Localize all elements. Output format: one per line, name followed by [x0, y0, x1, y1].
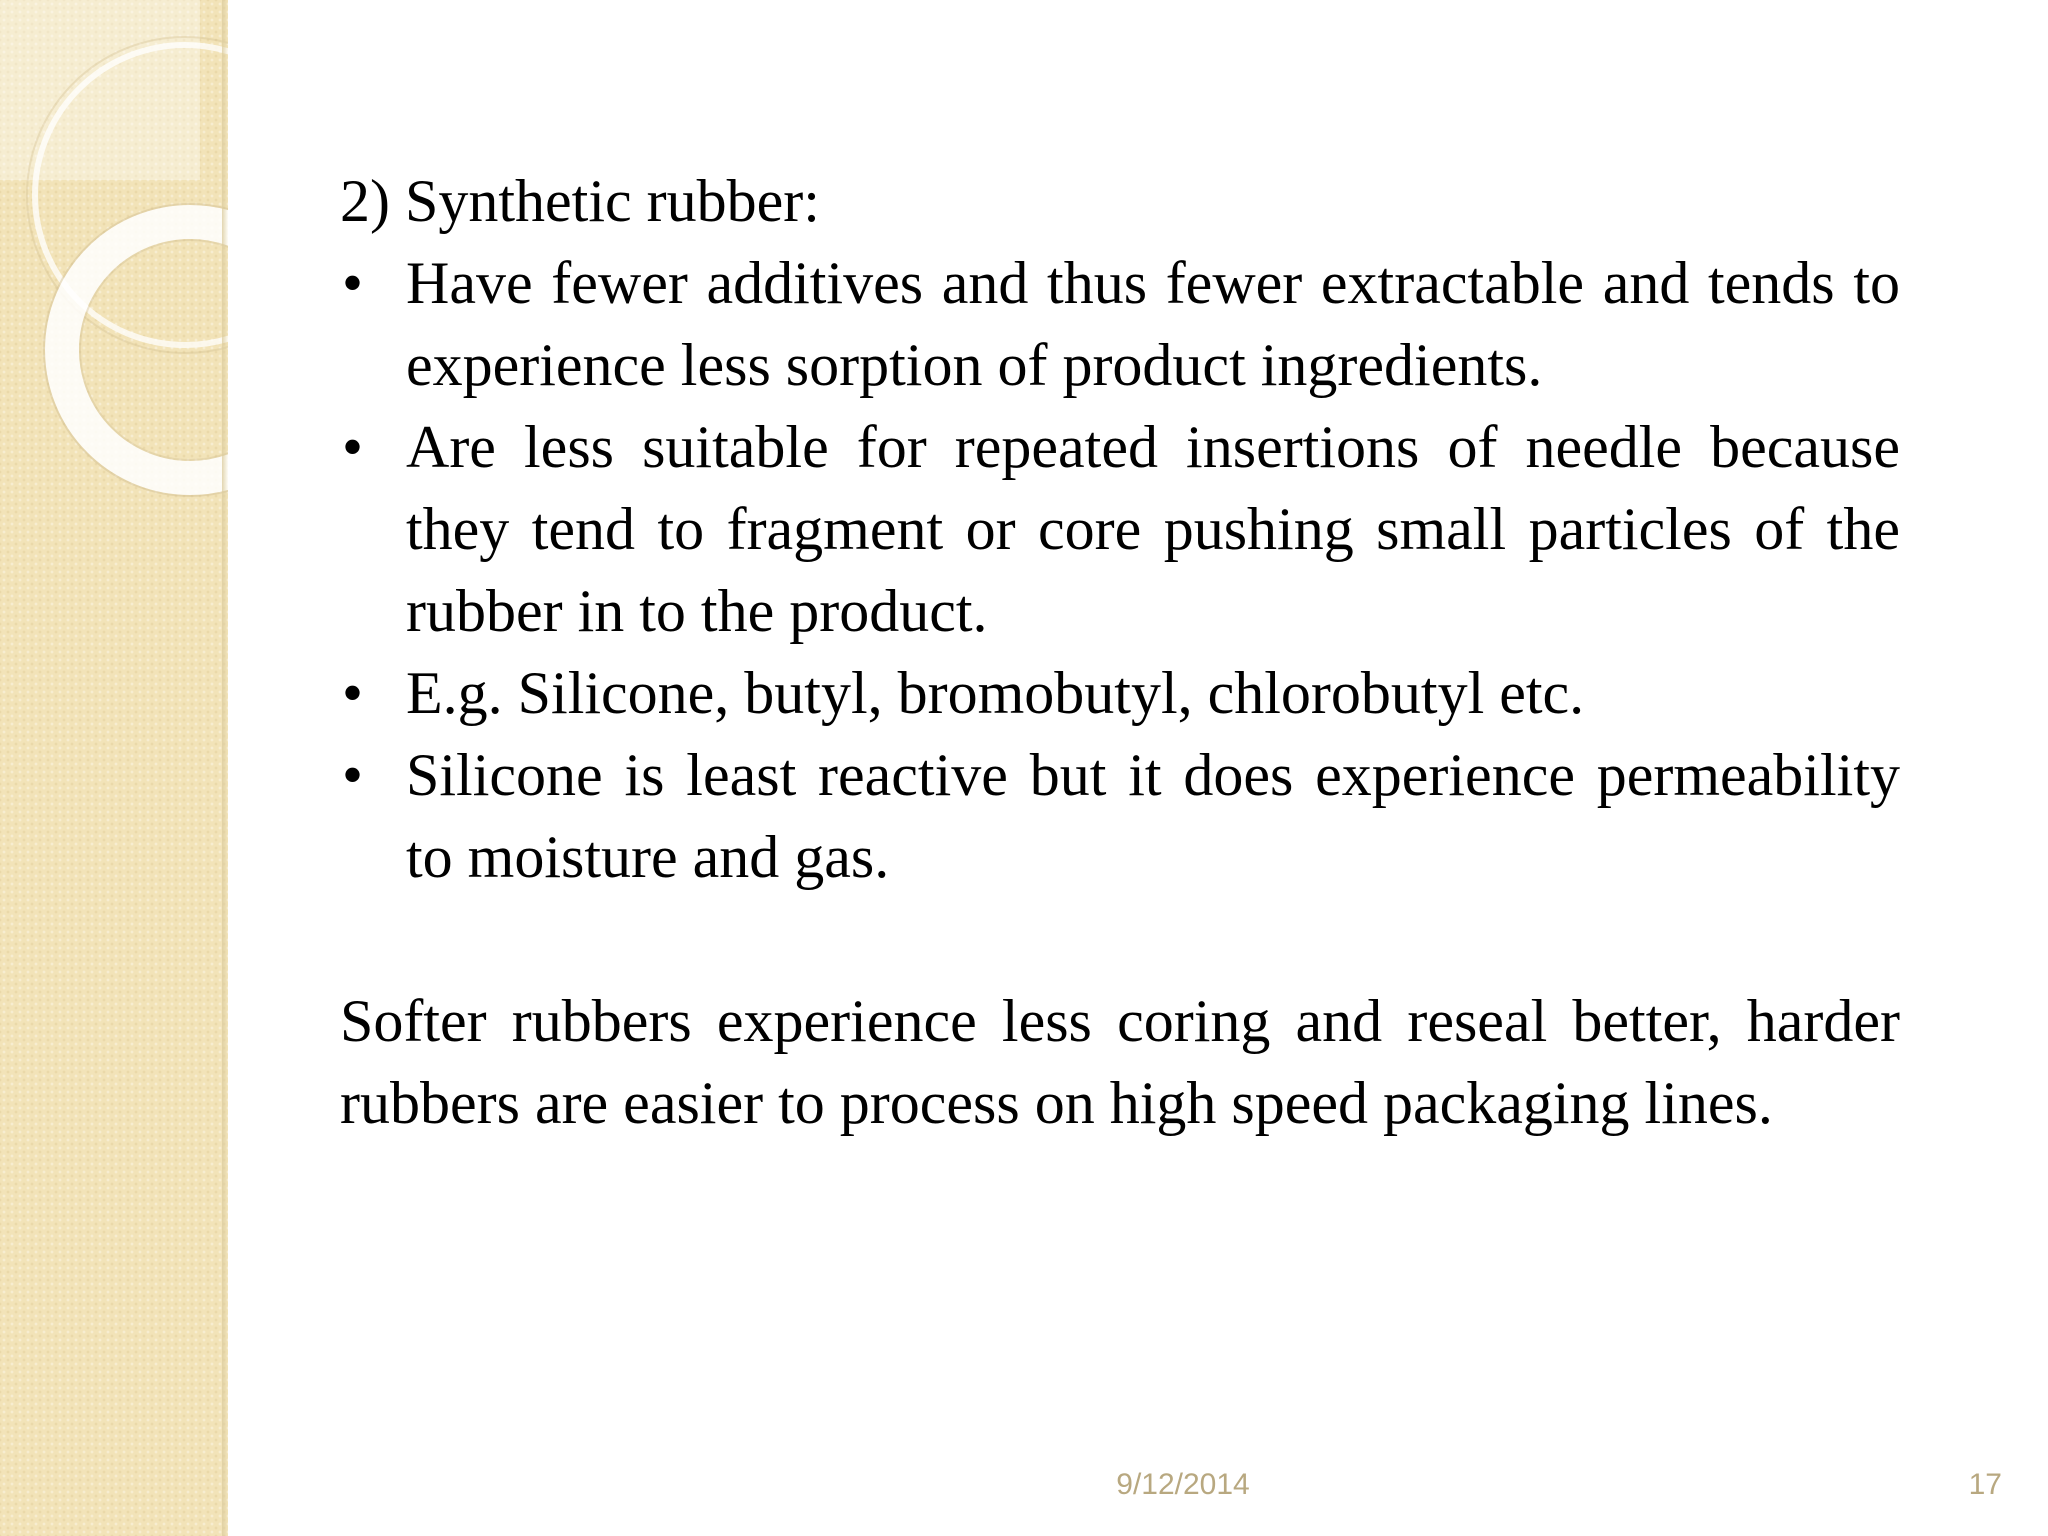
- bullet-item: [340, 242, 1900, 406]
- bullet-text: Silicone is least reactive but it does experience permeability to moisture and gas.: [406, 742, 1900, 890]
- bullet-text: E.g. Silicone, butyl, bromobutyl, chlorobutyl etc.: [406, 660, 1585, 726]
- bullet-item: [340, 652, 1900, 734]
- sidebar-edge-shadow: [222, 0, 228, 1536]
- bullet-list: [340, 242, 1900, 898]
- bullet-marker: •: [342, 250, 364, 316]
- bullet-text: Have fewer additives and thus fewer extractable and tends to experience less sorption of product ingredients.: [406, 250, 1900, 398]
- decorative-rings-graphic: [0, 0, 228, 1536]
- footer-date: 9/12/2014: [1116, 1468, 1250, 1501]
- bullet-item: [340, 406, 1900, 652]
- bullet-marker: •: [342, 742, 364, 808]
- slide-content: [340, 160, 1900, 1144]
- decorative-sidebar: [0, 0, 228, 1536]
- slide-number: 17: [1968, 1468, 2002, 1501]
- bullet-marker: •: [342, 660, 364, 726]
- slide-heading: 2) Synthetic rubber:: [340, 168, 820, 234]
- paragraph-spacer: [340, 898, 1900, 980]
- bullet-text: Are less suitable for repeated insertions of needle because they tend to fragment or core pushing small particles of the rubber in to the product.: [406, 414, 1900, 644]
- bullet-marker: •: [342, 414, 364, 480]
- summary-paragraph: Softer rubbers experience less coring and reseal better, harder rubbers are easier to process on high speed packaging lines.: [340, 988, 1900, 1136]
- bullet-item: [340, 734, 1900, 898]
